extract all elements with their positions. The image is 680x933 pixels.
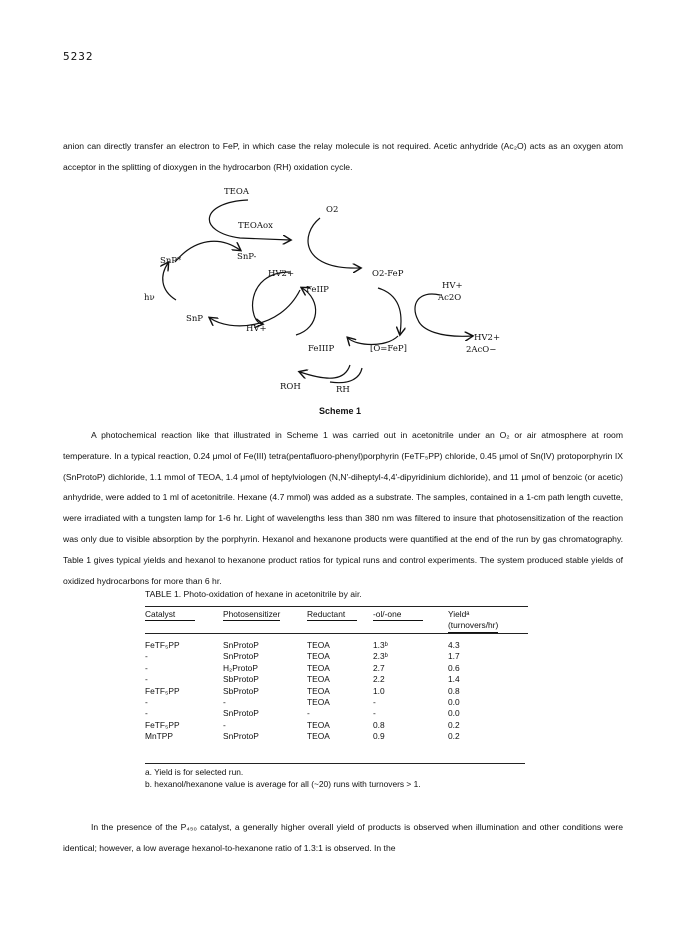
label-hv2-top: HV2+ bbox=[268, 269, 295, 279]
label-o2fep: O2-FeP bbox=[372, 269, 404, 279]
table-row bbox=[145, 708, 528, 719]
cell-yield: 1.7 bbox=[448, 651, 460, 662]
table-footnotes bbox=[145, 763, 525, 790]
cell-reductant: TEOA bbox=[307, 662, 330, 673]
cell-yield: 0.8 bbox=[448, 685, 460, 696]
label-ofep: [O=FeP] bbox=[370, 344, 407, 354]
cell-catalyst: FeTF₅PP bbox=[145, 640, 180, 650]
page-number: 5232 bbox=[63, 50, 94, 63]
arc-sensitizer-top bbox=[175, 241, 240, 262]
cell-ratio: 1.0 bbox=[373, 685, 385, 696]
label-snp-star: SnP* bbox=[160, 256, 182, 266]
label-rh: RH bbox=[336, 385, 350, 395]
table-caption: TABLE 1. Photo-oxidation of hexane in acetonitrile by air. bbox=[145, 589, 362, 599]
header-photosensitizer: Photosensitizer bbox=[223, 609, 280, 621]
header-turnovers: (turnovers/hr) bbox=[448, 620, 498, 632]
label-hv-plus-bottom: HV+ bbox=[246, 324, 267, 334]
label-ac2o: Ac2O bbox=[438, 293, 462, 303]
table-row bbox=[145, 697, 528, 708]
final-paragraph: In the presence of the P₄₅₀ catalyst, a generally higher overall yield of products is observed when illumination and other conditions were identical; however, a low average hexanol-to-hexanone ratio of 1.3:1 is observed. In the bbox=[63, 822, 623, 853]
table-row bbox=[145, 731, 528, 750]
cell-reductant: TEOA bbox=[307, 685, 330, 696]
cell-yield: 0.6 bbox=[448, 662, 460, 673]
table-row bbox=[145, 651, 528, 662]
table-row bbox=[145, 674, 528, 685]
cell-photosensitizer: SnProtoP bbox=[223, 651, 259, 662]
header-ol-one: -ol/-one bbox=[373, 609, 423, 621]
header-reductant: Reductant bbox=[307, 609, 357, 621]
label-acoo: 2AcO− bbox=[466, 345, 497, 355]
arc-sensitizer-bottom bbox=[210, 290, 300, 326]
cell-catalyst: - bbox=[145, 708, 148, 719]
cell-ratio: 0.9 bbox=[373, 731, 385, 742]
body-paragraph: A photochemical reaction like that illustrated in Scheme 1 was carried out in acetonitrile under an O₂ or air atmosphere at room temperature. In a typical reaction, 0.24 μmol of Fe(III) tetra(pentafluoro-phenyl)porphyrin (FeTF₅PP) chloride, 0.45 μmol of Sn(IV) protoporphyrin IX (SnProtoP) dichloride, 1.1 mmol of TEOA, 1.4 μmol of heptylviologen (N,N'-diheptyl-4,4'-dipyridinium dichloride), and 11 μmol of benzoic (or acetic) anhydride, were added to 1 ml of acetonitrile. Hexane (4.7 mmol) was added as a substrate. The samples, contained in a 1-cm path length cuvette, were irradiated with a tungsten lamp for 1-6 hr. Light of wavelengths less than 380 nm was filtered to insure that photosensitization of the reaction was only due to visible absorption by the porphyrin. Hexanol and hexanone products were quantified at the end of the run by gas chromatography. Table 1 gives typical yields and hexanol to hexanone product ratios for typical runs and control experiments. The system produced stable yields of oxidized hydrocarbons for more than 6 hr. bbox=[63, 430, 623, 586]
cell-ratio: 2.3ᵇ bbox=[373, 651, 388, 662]
cell-reductant: TEOA bbox=[307, 674, 330, 685]
cell-reductant: - bbox=[307, 708, 310, 719]
arc-light-absorption bbox=[163, 263, 176, 300]
cell-reductant: TEOA bbox=[307, 651, 330, 662]
table-row bbox=[145, 686, 528, 697]
cell-photosensitizer: SbProtoP bbox=[223, 685, 259, 696]
cell-reductant: TEOA bbox=[307, 697, 330, 708]
arc-hv-ac2o bbox=[415, 294, 472, 336]
table-row bbox=[145, 634, 528, 652]
label-hv-plus-right: HV+ bbox=[442, 281, 463, 291]
cell-photosensitizer: SnProtoP bbox=[223, 640, 259, 650]
cell-ratio: 1.3ᵇ bbox=[373, 640, 388, 650]
scheme-caption: Scheme 1 bbox=[318, 406, 362, 416]
footnote-b: b. hexanol/hexanone value is average for all (~20) runs with turnovers > 1. bbox=[145, 779, 421, 789]
cell-ratio: - bbox=[373, 708, 376, 719]
cell-catalyst: FeTF₅PP bbox=[145, 719, 180, 730]
arc-ofep-to-fe3 bbox=[348, 336, 398, 345]
cell-photosensitizer: SnProtoP bbox=[223, 731, 259, 742]
cell-photosensitizer: - bbox=[223, 719, 226, 730]
cell-reductant: TEOA bbox=[307, 731, 330, 742]
cell-ratio: 2.7 bbox=[373, 662, 385, 673]
cell-yield: 1.4 bbox=[448, 674, 460, 685]
cell-catalyst: FeTF₅PP bbox=[145, 685, 180, 696]
cell-photosensitizer: SbProtoP bbox=[223, 674, 259, 685]
label-fe3p: FeIIIP bbox=[308, 344, 335, 354]
label-hv-light: hν bbox=[144, 293, 155, 303]
footnote-a: a. Yield is for selected run. bbox=[145, 767, 244, 777]
arc-oxygen-binding bbox=[308, 218, 360, 268]
header-catalyst: Catalyst bbox=[145, 609, 195, 621]
arc-roh-rh bbox=[300, 365, 350, 378]
label-snp-bottom: SnP bbox=[186, 314, 204, 324]
results-table bbox=[145, 606, 528, 751]
cell-ratio: 0.8 bbox=[373, 719, 385, 730]
cell-yield: 0.2 bbox=[448, 731, 460, 742]
label-o2: O2 bbox=[326, 205, 339, 215]
arc-fe3-to-fe2 bbox=[296, 288, 316, 335]
label-snp-minus: SnP- bbox=[237, 252, 257, 262]
cell-catalyst: - bbox=[145, 697, 148, 708]
table-header-row bbox=[145, 607, 528, 634]
table-row bbox=[145, 720, 528, 731]
cell-photosensitizer: SnProtoP bbox=[223, 708, 259, 719]
intro-paragraph: anion can directly transfer an electron to FeP, in which case the relay molecule is not required. Acetic anhydride (Ac₂O) acts as an oxygen atom acceptor in the splitting of dioxygen in the hydrocarbon (RH) oxidation cycle. bbox=[63, 141, 623, 172]
cell-catalyst: - bbox=[145, 651, 148, 662]
arc-rh bbox=[330, 368, 362, 383]
label-teoa: TEOA bbox=[224, 187, 249, 197]
cell-yield: 0.2 bbox=[448, 719, 460, 730]
cell-catalyst: - bbox=[145, 662, 148, 673]
cell-reductant: TEOA bbox=[307, 640, 330, 650]
arc-o2fep-cleavage bbox=[378, 288, 401, 334]
arc-relay bbox=[253, 272, 290, 324]
cell-photosensitizer: H₂ProtoP bbox=[223, 662, 258, 673]
cell-yield: 4.3 bbox=[448, 640, 460, 650]
cell-reductant: TEOA bbox=[307, 719, 330, 730]
header-yield: Yieldᵃ bbox=[448, 609, 470, 619]
cell-photosensitizer: - bbox=[223, 697, 226, 708]
cell-ratio: - bbox=[373, 697, 376, 708]
label-roh: ROH bbox=[280, 382, 301, 392]
label-teoa-ox: TEOAox bbox=[238, 221, 273, 231]
label-fe2p: FeIIP bbox=[306, 285, 329, 295]
label-hv2-right: HV2+ bbox=[474, 333, 501, 343]
cell-yield: 0.0 bbox=[448, 697, 460, 708]
cell-catalyst: - bbox=[145, 674, 148, 685]
cell-catalyst: MnTPP bbox=[145, 731, 173, 742]
arc-teoa bbox=[209, 200, 290, 240]
table-row bbox=[145, 663, 528, 674]
cell-yield: 0.0 bbox=[448, 708, 460, 719]
cell-ratio: 2.2 bbox=[373, 674, 385, 685]
